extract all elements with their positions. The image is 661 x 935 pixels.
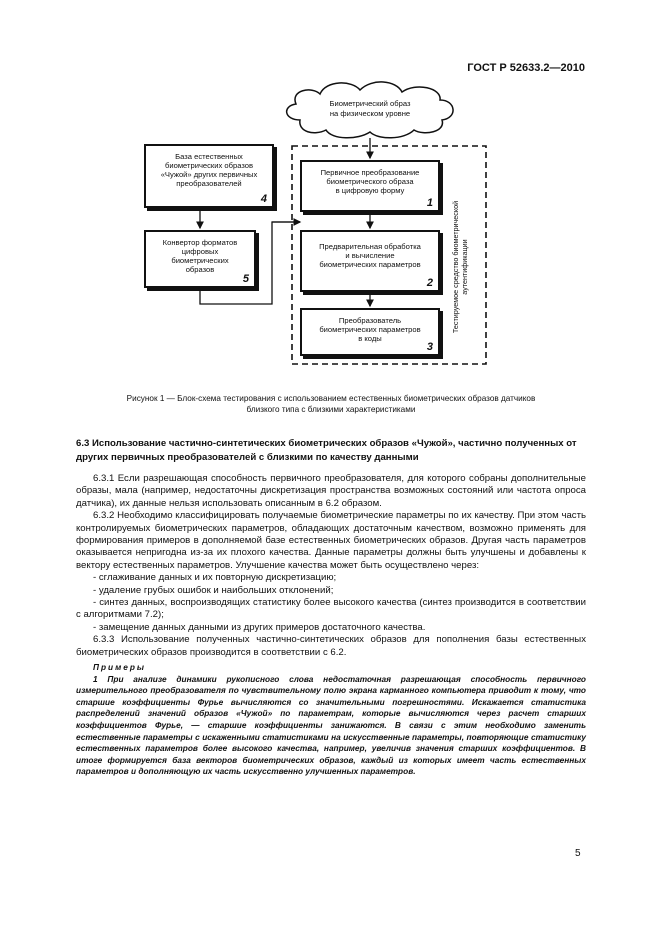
box-1-primary-conversion: Первичное преобразование биометрического образа в цифровую форму 1 bbox=[300, 160, 440, 212]
cloud-label: Биометрический образ на физическом уровне bbox=[329, 99, 411, 118]
paragraph-6-3-2: 6.3.2 Необходимо классифицировать получаемые биометрические параметры по их качеству. При этом часть контролируемых биометрических параметров, обладающих достаточным качеством, возможно применять для формирования примеров в дополняемой базе естественных биометрических образов. Другая часть параметров оказывается непригодна из-за их плохого качества. Данные параметры должны быть улучшены и добавлены к вектору естественных параметров. Улучшение качества может быть осуществлено через: bbox=[76, 510, 586, 571]
box-number: 5 bbox=[242, 273, 249, 285]
box-3-parameter-converter: Преобразователь биометрических параметров в коды 3 bbox=[300, 308, 440, 356]
list-item: - синтез данных, воспроизводящих статистику более высокого качества (синтез производится в соответствии с алгоритмами 7.2); bbox=[76, 597, 586, 621]
example-1: 1 При анализе динамики рукописного слова недостаточная разрешающая способность первичного измерительного преобразователя по чувствительному полю экрана карманного компьютера приводит к тому, что старшие коэффициенты Фурье вычисляются со значительными погрешностями. Искажается статистика распределений значений образов «Чужой» по параметрам, которые вычисляются через расчет старших коэффициентов Фурье, — старшие коэффициенты занижаются. В связи с этим необходимо заменить естественные параметры с искаженными статистиками на искусственные параметры, повторяющие статистику естественных параметров более высокого качества, например, увеличив значения старших коэффициентов. В итоге формируется база векторов биометрических образов, каждый из которых имеет часть естественных параметров и дополняющую их часть искусственно улучшенных параметров. bbox=[76, 673, 586, 777]
page-number: 5 bbox=[575, 848, 581, 859]
box-4-external-database: База естественных биометрических образов «Чужой» других первичных преобразователей 4 bbox=[144, 144, 274, 208]
box-number: 3 bbox=[426, 341, 433, 353]
standard-header: ГОСТ Р 52633.2—2010 bbox=[467, 62, 585, 74]
list-item: - удаление грубых ошибок и наибольших отклонений; bbox=[93, 584, 334, 596]
examples-heading: Примеры bbox=[93, 662, 147, 673]
paragraph-6-3-1: 6.3.1 Если разрешающая способность первичного преобразователя, для которого собраны дополнительные образы, мала (например, недостаточны дискретизация пространства возможных состояний или частота опроса датчика), их данные нельзя использовать описанным в 6.2 образом. bbox=[76, 473, 586, 509]
block-diagram bbox=[0, 0, 661, 380]
box-number: 2 bbox=[426, 277, 433, 289]
box-number: 1 bbox=[426, 197, 433, 209]
section-title: 6.3 Использование частично-синтетических биометрических образов «Чужой», частично полученных от других первичных преобразователей с близкими по качеству данными bbox=[76, 438, 577, 463]
body-text bbox=[76, 473, 586, 778]
tested-system-label: Тестируемое средство биометрической аутентификации bbox=[451, 200, 469, 334]
figure-caption: Рисунок 1 — Блок-схема тестирования с использованием естественных биометрических образов датчиков близкого типа с близкими характеристиками bbox=[126, 394, 536, 414]
list-item: - сглаживание данных и их повторную дискретизацию; bbox=[93, 572, 337, 584]
box-number: 4 bbox=[260, 193, 267, 205]
box-5-format-converter: Конвертор форматов цифровых биометрических образов 5 bbox=[144, 230, 256, 288]
list-item: - замещение данных данными из других примеров достаточного качества. bbox=[93, 621, 426, 633]
box-2-preprocessing: Предварительная обработка и вычисление биометрических параметров 2 bbox=[300, 230, 440, 292]
paragraph-6-3-3: 6.3.3 Использование полученных частично-синтетических образов для пополнения базы естественных биометрических образов производится в соответствии с 6.2. bbox=[76, 634, 586, 658]
